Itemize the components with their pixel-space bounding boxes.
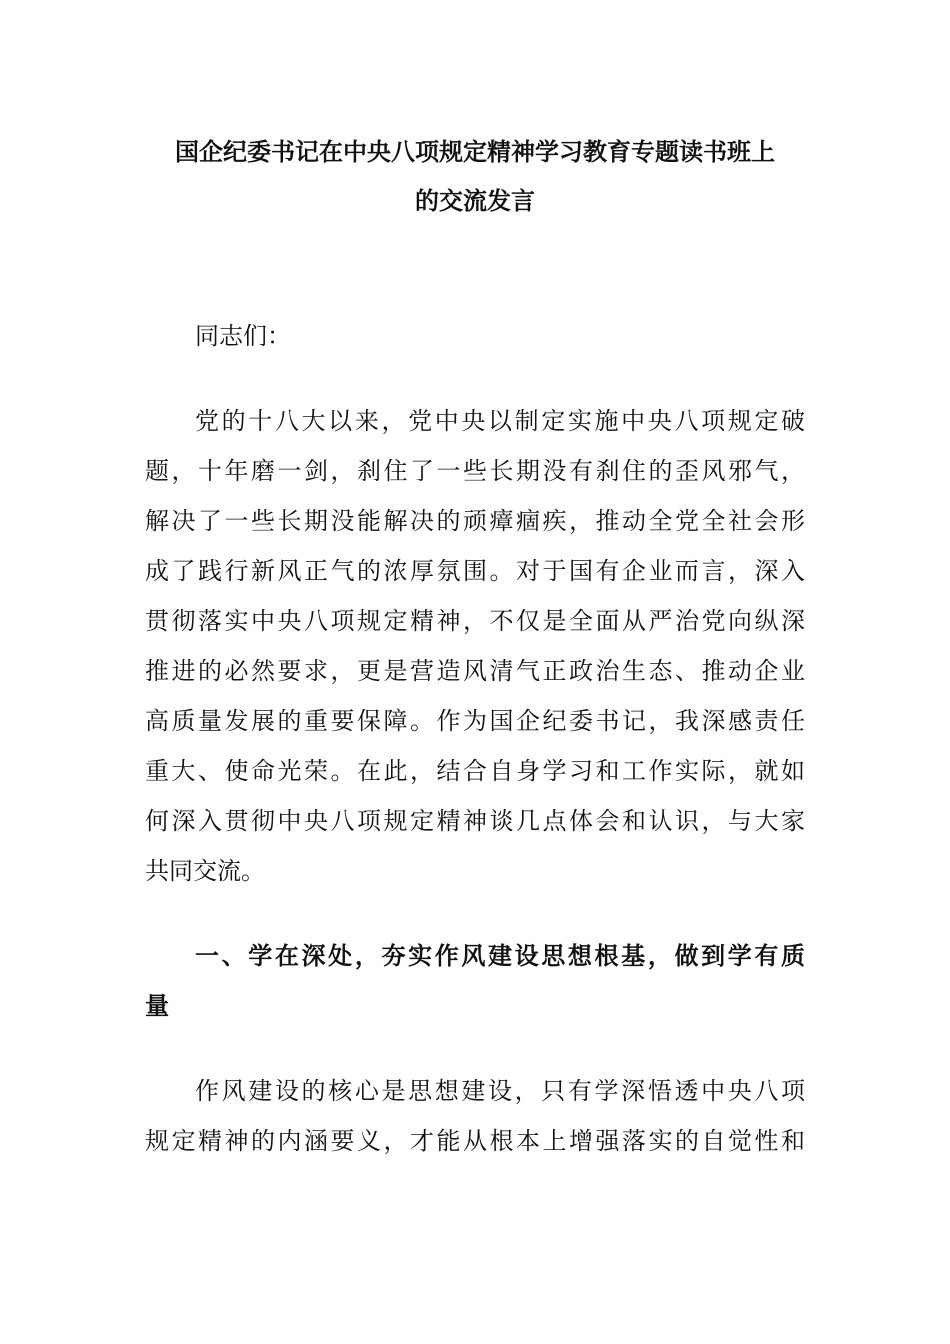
intro-line-7: 高质量发展的重要保障。作为国企纪委书记，我深感责任 — [145, 707, 805, 735]
document-title-line-2: 的交流发言 — [415, 187, 535, 215]
intro-line-2: 题，十年磨一剑，刹住了一些长期没有刹住的歪风邪气， — [145, 457, 805, 485]
intro-line-10: 共同交流。 — [145, 857, 265, 885]
intro-line-9: 何深入贯彻中央八项规定精神谈几点体会和认识，与大家 — [145, 807, 805, 835]
intro-line-4: 成了践行新风正气的浓厚氛围。对于国有企业而言，深入 — [145, 557, 805, 585]
intro-line-1: 党的十八大以来，党中央以制定实施中央八项规定破 — [195, 407, 805, 435]
section1-body-line-1: 作风建设的核心是思想建设，只有学深悟透中央八项 — [195, 1077, 805, 1105]
intro-line-6: 推进的必然要求，更是营造风清气正政治生态、推动企业 — [145, 657, 805, 685]
section1-body-line-2: 规定精神的内涵要义，才能从根本上增强落实的自觉性和 — [145, 1127, 805, 1155]
section1-heading-line-2: 量 — [145, 992, 169, 1020]
intro-line-5: 贯彻落实中央八项规定精神，不仅是全面从严治党向纵深 — [145, 607, 805, 635]
section1-heading-line-1: 一、学在深处，夯实作风建设思想根基，做到学有质 — [195, 942, 805, 970]
intro-line-3: 解决了一些长期没能解决的顽瘴痼疾，推动全党全社会形 — [145, 507, 805, 535]
intro-line-8: 重大、使命光荣。在此，结合自身学习和工作实际，就如 — [145, 757, 805, 785]
document-title-line-1: 国企纪委书记在中央八项规定精神学习教育专题读书班上 — [175, 138, 775, 166]
salutation: 同志们： — [195, 322, 291, 350]
